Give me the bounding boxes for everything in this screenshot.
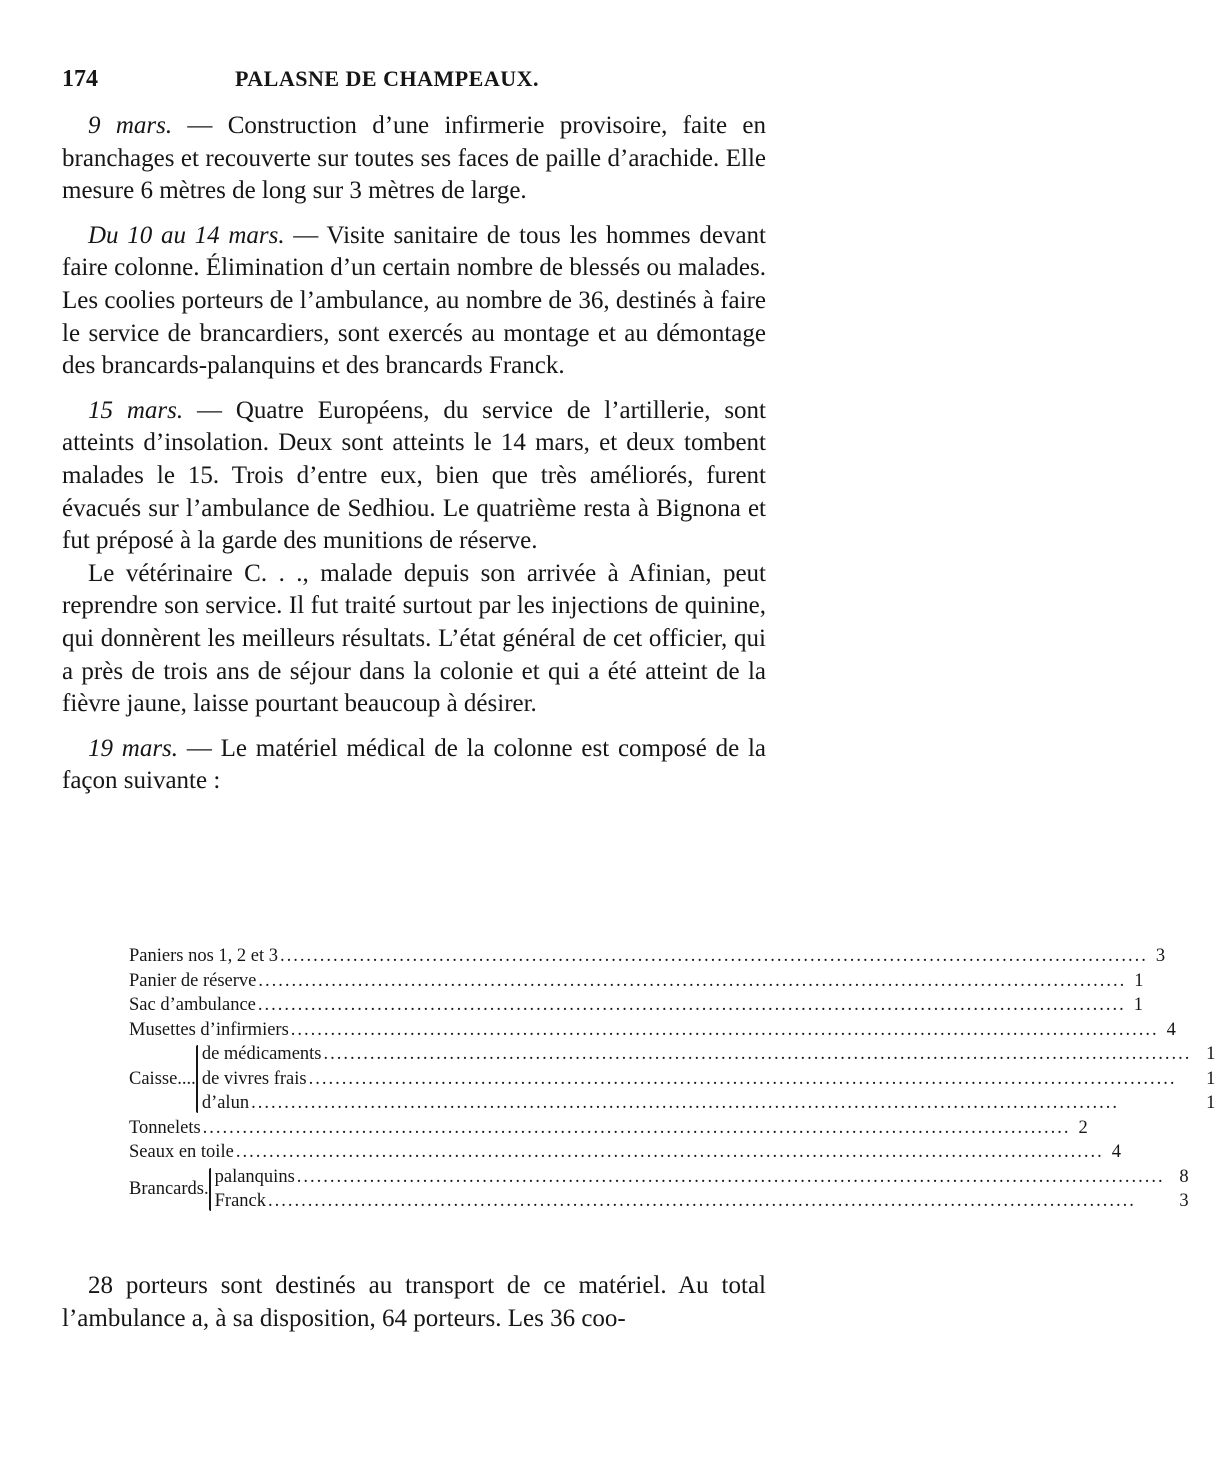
group-label: Brancards. (129, 1178, 209, 1199)
dot-leader (203, 1116, 1071, 1141)
group-items (215, 1165, 1189, 1214)
list-item (129, 1116, 1088, 1141)
dot-leader (297, 1165, 1165, 1190)
page-header (62, 66, 712, 102)
item-quantity: 3 (1179, 1191, 1189, 1211)
list-item (129, 944, 1166, 969)
page-number: 174 (62, 66, 98, 92)
paragraph-15-mars (62, 395, 766, 558)
group-label: Caisse.... (129, 1068, 196, 1089)
brace (209, 1168, 211, 1211)
paragraph-veterinaire (62, 558, 766, 721)
dot-leader (309, 1067, 1192, 1092)
item-quantity: 1 (1206, 1044, 1215, 1064)
item-label: de médicaments (201, 1044, 322, 1064)
item-quantity: 1 (1133, 995, 1143, 1015)
list-item (129, 993, 1143, 1018)
item-label: Tonnelets (129, 1117, 201, 1138)
list-item (129, 1018, 1176, 1043)
list-item (202, 1042, 1215, 1067)
dot-leader (324, 1042, 1192, 1067)
caisse-group (129, 1042, 1215, 1116)
medical-material-list (129, 944, 1215, 1214)
paragraph-9-mars (62, 110, 766, 208)
paragraph-10-14-mars (62, 220, 766, 383)
paragraph-porteurs: 28 porteurs sont destinés au transport de ce matériel. Au total l’ambulance a, à sa disposition, 64 porteurs. Les 36 coo- (62, 1272, 766, 1332)
item-label: d’alun (201, 1093, 250, 1113)
list-item (215, 1165, 1189, 1190)
body-text (62, 110, 766, 810)
list-item (202, 1091, 1215, 1116)
entry-text: Le vétérinaire C. . ., malade depuis son arrivée à Afinian, peut reprendre son service. Il fut traité surtout par les injections de quinine, qui donnèrent les meilleurs résultats. L’état général de cet officier, qui a près de trois ans de séjour dans la colonie et qui a été atteint de la fièvre jaune, laisse pourtant beaucoup à désirer. (62, 559, 766, 718)
list-item (129, 969, 1144, 994)
item-quantity: 1 (1206, 1093, 1215, 1113)
entry-date: 15 mars. (88, 396, 184, 424)
entry-date: 19 mars. (88, 734, 179, 762)
item-label: Franck (214, 1191, 266, 1211)
dot-leader (291, 1018, 1159, 1043)
item-label: Musettes d’infirmiers (129, 1019, 289, 1040)
item-quantity: 1 (1134, 970, 1144, 991)
entry-text: — Le matériel médical de la colonne est composé de la façon suivante : (62, 734, 767, 795)
item-quantity: 1 (1206, 1068, 1215, 1089)
dot-leader (268, 1189, 1165, 1214)
item-label: Paniers nos 1, 2 et 3 (129, 946, 279, 966)
item-label: palanquins (214, 1166, 295, 1187)
running-head: PALASNE DE CHAMPEAUX. (234, 66, 540, 91)
item-quantity: 4 (1166, 1019, 1176, 1040)
entry-text: — Construction d’une infirmerie provisoire, faite en branchages et recouverte sur toutes ses faces de paille d’arachide. Elle mesure 6 mètres de long sur 3 mètres de large. (62, 112, 767, 205)
brace (196, 1045, 198, 1113)
paragraph-19-mars (62, 733, 766, 798)
closing-text (62, 1270, 766, 1335)
list-item (202, 1067, 1215, 1092)
list-item (129, 1140, 1121, 1165)
item-label: Panier de réserve (129, 970, 257, 991)
item-quantity: 3 (1155, 946, 1166, 966)
dot-leader (236, 1140, 1104, 1165)
brancards-group (129, 1165, 1189, 1214)
entry-text: — Quatre Européens, du service de l’artillerie, sont atteints d’insolation. Deux sont atteints le 14 mars, et deux tombent malades le 15. Trois d’entre eux, bien que très améliorés, furent évacués sur l’ambulance de Sedhiou. Le quatrième resta à Bignona et fut préposé à la garde des munitions de réserve. (62, 396, 766, 555)
item-quantity: 8 (1179, 1166, 1189, 1187)
item-label: Sac d’ambulance (129, 995, 256, 1015)
item-quantity: 4 (1111, 1142, 1121, 1162)
dot-leader (251, 1091, 1191, 1116)
item-quantity: 2 (1078, 1117, 1088, 1138)
item-label: Seaux en toile (129, 1142, 234, 1162)
dot-leader (258, 969, 1126, 994)
group-items (202, 1042, 1215, 1116)
entry-date: 9 mars. (88, 112, 173, 139)
item-label: de vivres frais (201, 1068, 307, 1089)
entry-text: — Visite sanitaire de tous les hommes devant faire colonne. Élimination d’un certain nombre de blessés ou malades. Les coolies porteurs de l’ambulance, au nombre de 36, destinés à faire le service de brancardiers, sont exercés au montage et au démontage des brancards-palanquins et des brancards Franck. (62, 221, 766, 380)
dot-leader (280, 944, 1148, 969)
list-item (215, 1189, 1189, 1214)
dot-leader (258, 993, 1126, 1018)
entry-date: Du 10 au 14 mars. (88, 221, 285, 249)
